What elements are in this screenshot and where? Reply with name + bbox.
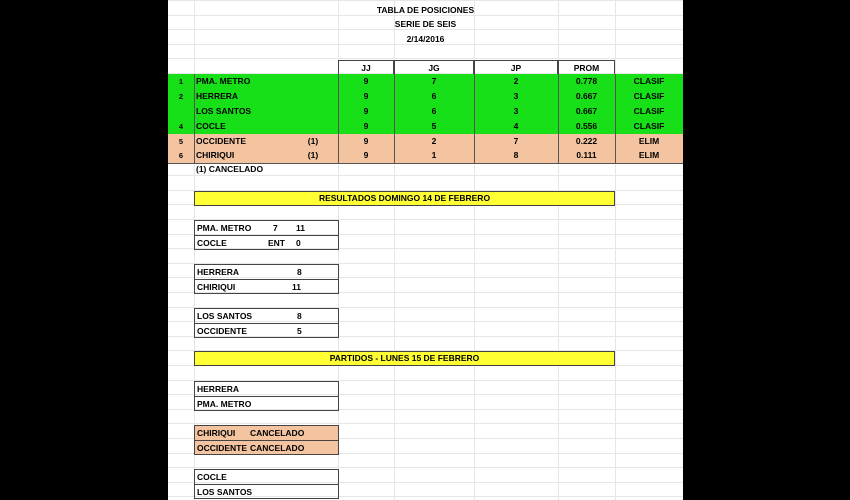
team-extra: 11 — [296, 223, 305, 233]
prom-cell: 0.556 — [575, 121, 598, 131]
team-name: HERRERA — [197, 267, 240, 277]
jg-cell: 2 — [431, 136, 437, 146]
col-header-jp: JP — [474, 60, 558, 75]
result-game-1 — [194, 220, 339, 250]
upcoming-row — [195, 382, 338, 397]
game-status: CANCELADO — [250, 443, 305, 453]
note-cell: (1) — [307, 150, 319, 160]
spreadsheet — [168, 0, 683, 500]
jj-cell: 9 — [363, 91, 369, 101]
team-extra: 0 — [296, 238, 301, 248]
jg-cell: 6 — [431, 91, 437, 101]
table-divider — [338, 74, 339, 163]
status-cell: CLASIF — [633, 121, 665, 131]
note-cell — [288, 104, 338, 119]
upcoming-row — [195, 397, 338, 411]
upcoming-row — [195, 441, 338, 455]
team-name: CHIRIQUI — [197, 282, 236, 292]
prom-cell: 0.778 — [575, 76, 598, 86]
rank-cell: 2 — [178, 92, 184, 101]
jp-cell: 3 — [513, 91, 519, 101]
results-banner: RESULTADOS DOMINGO 14 DE FEBRERO — [194, 191, 615, 206]
standings-row — [168, 119, 683, 135]
sheet-date: 2/14/2016 — [406, 34, 445, 44]
jp-cell: 2 — [513, 76, 519, 86]
team-score: 8 — [297, 267, 302, 277]
rank-cell: 5 — [178, 137, 184, 146]
upcoming-game-1 — [194, 381, 339, 411]
team-score: 5 — [297, 326, 302, 336]
jg-cell: 6 — [431, 106, 437, 116]
upcoming-game-2 — [194, 425, 339, 455]
result-row — [195, 280, 338, 294]
prom-cell: 0.222 — [575, 136, 598, 146]
upcoming-game-3 — [194, 469, 339, 499]
team-score: 7 — [273, 223, 278, 233]
upcoming-banner: PARTIDOS - LUNES 15 DE FEBRERO — [194, 351, 615, 366]
result-row — [195, 265, 338, 280]
col-header-prom: PROM — [558, 60, 615, 75]
status-cell: CLASIF — [633, 76, 665, 86]
result-row — [195, 221, 338, 236]
jj-cell: 9 — [363, 121, 369, 131]
team-name: CHIRIQUI — [197, 428, 236, 438]
standings-row — [168, 74, 683, 90]
team-name: OCCIDENTE — [197, 443, 248, 453]
jg-cell: 7 — [431, 76, 437, 86]
table-divider — [558, 74, 559, 163]
result-row — [195, 324, 338, 338]
result-game-2 — [194, 264, 339, 294]
table-divider — [394, 74, 395, 163]
jp-cell: 8 — [513, 150, 519, 160]
grid-line-h — [168, 423, 683, 424]
jp-cell: 3 — [513, 106, 519, 116]
jp-cell: 7 — [513, 136, 519, 146]
note-cell — [288, 74, 338, 89]
team-cell: LOS SANTOS — [196, 106, 252, 116]
team-cell: PMA. METRO — [196, 76, 251, 86]
prom-cell: 0.111 — [576, 150, 597, 160]
team-name: PMA. METRO — [197, 399, 252, 409]
team-cell: HERRERA — [196, 91, 239, 101]
jj-cell: 9 — [363, 150, 369, 160]
upcoming-row — [195, 485, 338, 499]
team-cell: CHIRIQUI — [196, 150, 235, 160]
result-row — [195, 309, 338, 324]
jj-cell: 9 — [363, 106, 369, 116]
status-cell: CLASIF — [633, 91, 665, 101]
note-cell: (1) — [307, 136, 319, 146]
jj-cell: 9 — [363, 76, 369, 86]
grid-line-h — [168, 0, 683, 1]
game-status: CANCELADO — [250, 428, 305, 438]
footnote: (1) CANCELADO — [196, 164, 264, 174]
jg-cell: 5 — [431, 121, 437, 131]
team-name: PMA. METRO — [197, 223, 252, 233]
upcoming-row — [195, 426, 338, 441]
status-cell: ELIM — [638, 150, 660, 160]
team-cell: COCLE — [196, 121, 226, 131]
jj-cell: 9 — [363, 136, 369, 146]
table-divider — [194, 74, 195, 163]
team-score: 8 — [297, 311, 302, 321]
status-cell: CLASIF — [633, 106, 665, 116]
col-header-jg: JG — [394, 60, 474, 75]
rank-cell: 4 — [178, 122, 184, 131]
team-name: LOS SANTOS — [197, 487, 253, 497]
team-score: ENT — [268, 238, 285, 248]
jp-cell: 4 — [513, 121, 519, 131]
table-divider — [615, 74, 616, 163]
standings-row — [168, 89, 683, 105]
team-name: COCLE — [197, 472, 227, 482]
rank-cell: 1 — [178, 77, 184, 86]
standings-row — [168, 104, 683, 120]
sheet-title: TABLA DE POSICIONES — [376, 5, 475, 15]
result-row — [195, 236, 338, 250]
sheet-subtitle: SERIE DE SEIS — [394, 19, 457, 29]
grid-line-h — [168, 58, 683, 59]
prom-cell: 0.667 — [575, 106, 598, 116]
result-game-3 — [194, 308, 339, 338]
col-header-jj: JJ — [338, 60, 394, 75]
team-name: HERRERA — [197, 384, 240, 394]
team-name: LOS SANTOS — [197, 311, 253, 321]
jg-cell: 1 — [431, 150, 437, 160]
grid-line-h — [168, 467, 683, 468]
rank-cell: 6 — [178, 151, 184, 160]
note-cell — [288, 89, 338, 104]
team-score: 11 — [292, 282, 301, 292]
team-name: COCLE — [197, 238, 227, 248]
table-divider — [474, 74, 475, 163]
note-cell — [288, 119, 338, 134]
prom-cell: 0.667 — [575, 91, 598, 101]
team-name: OCCIDENTE — [197, 326, 248, 336]
status-cell: ELIM — [638, 136, 660, 146]
team-cell: OCCIDENTE — [196, 136, 247, 146]
upcoming-row — [195, 470, 338, 485]
rank-cell — [168, 104, 194, 119]
